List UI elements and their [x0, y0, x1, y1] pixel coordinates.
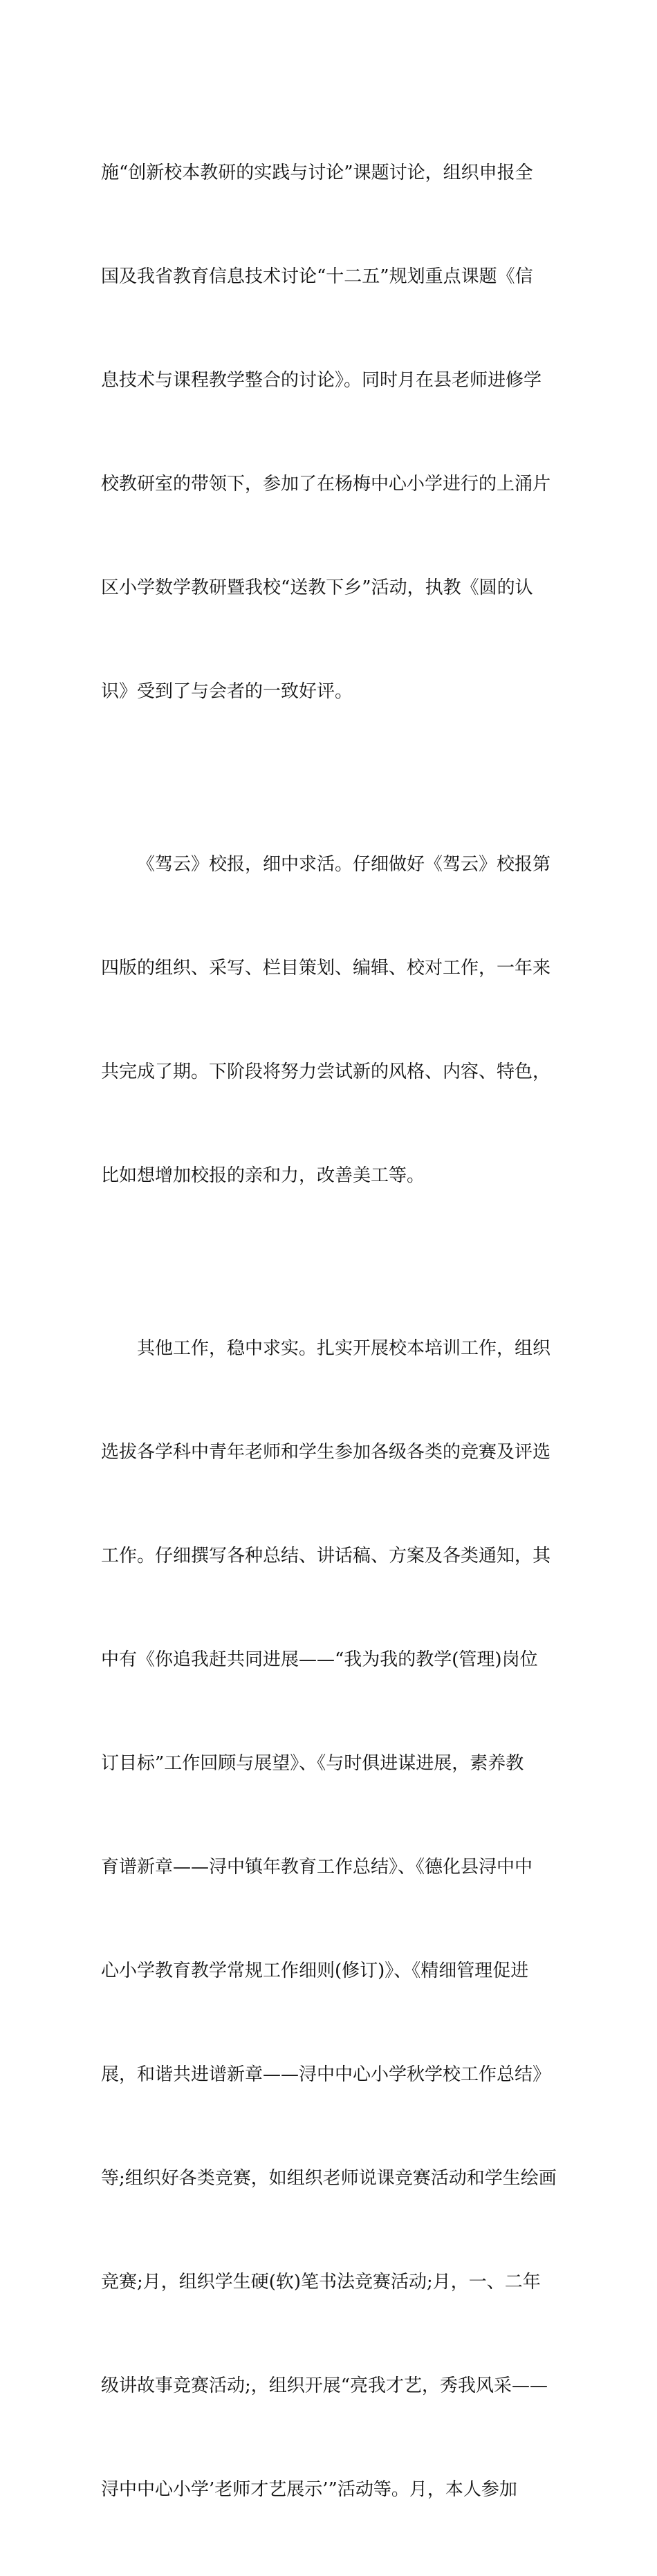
text-line: 订目标”工作回顾与展望》、《与时俱进谋进展，素养教	[101, 1753, 524, 1774]
text-line: 共完成了期。下阶段将努力尝试新的风格、内容、特色，	[101, 1062, 551, 1082]
text-line: 国及我省教育信息技术讨论“十二五”规划重点课题《信	[101, 266, 533, 287]
text-line: 展，和谐共进谱新章——浔中中心小学秋学校工作总结》	[101, 2064, 551, 2085]
text-line: 竞赛;月，组织学生硬(软)笔书法竞赛活动;月，一、二年	[101, 2272, 541, 2292]
text-line: 浔中中心小学’老师才艺展示’”活动等。月，本人参加	[101, 2479, 517, 2500]
text-line: 施“创新校本教研的实践与讨论”课题讨论，组织申报全	[101, 163, 533, 183]
text-line: 识》受到了与会者的一致好评。	[101, 681, 353, 702]
paragraph-other-work	[101, 1262, 557, 2576]
text-line: 工作。仔细撰写各种总结、讲话稿、方案及各类通知，其	[101, 1546, 551, 1566]
text-line: 四版的组织、采写、栏目策划、编辑、校对工作，一年来	[101, 958, 551, 979]
text-line: 息技术与课程教学整合的讨论》。同时月在县老师进修学	[101, 370, 542, 391]
document-body	[101, 86, 557, 2576]
text-line: 育谱新章——浔中镇年教育工作总结》、《德化县浔中中	[101, 1857, 533, 1878]
text-line: 中有《你追我赶共同进展——“我为我的教学(管理)岗位	[101, 1649, 538, 1670]
text-line: 心小学教育教学常规工作细则(修订)》、《精细管理促进	[101, 1961, 529, 1981]
paragraph-school-newspaper	[101, 778, 557, 1262]
text-line: 《驾云》校报，细中求活。仔细做好《驾云》校报第	[137, 854, 551, 875]
paragraph-research	[101, 86, 557, 778]
text-line: 等;组织好各类竞赛，如组织老师说课竞赛活动和学生绘画	[101, 2168, 557, 2189]
text-line: 校教研室的带领下，参加了在杨梅中心小学进行的上涌片	[101, 474, 551, 494]
text-line: 其他工作，稳中求实。扎实开展校本培训工作，组织	[137, 1338, 551, 1359]
text-line: 比如想增加校报的亲和力，改善美工等。	[101, 1165, 425, 1186]
text-line: 区小学数学教研暨我校“送教下乡”活动，执教《圆的认	[101, 577, 533, 598]
text-line: 级讲故事竞赛活动;，组织开展“亮我才艺，秀我风采——	[101, 2375, 548, 2396]
text-line: 选拔各学科中青年老师和学生参加各级各类的竞赛及评选	[101, 1442, 551, 1463]
